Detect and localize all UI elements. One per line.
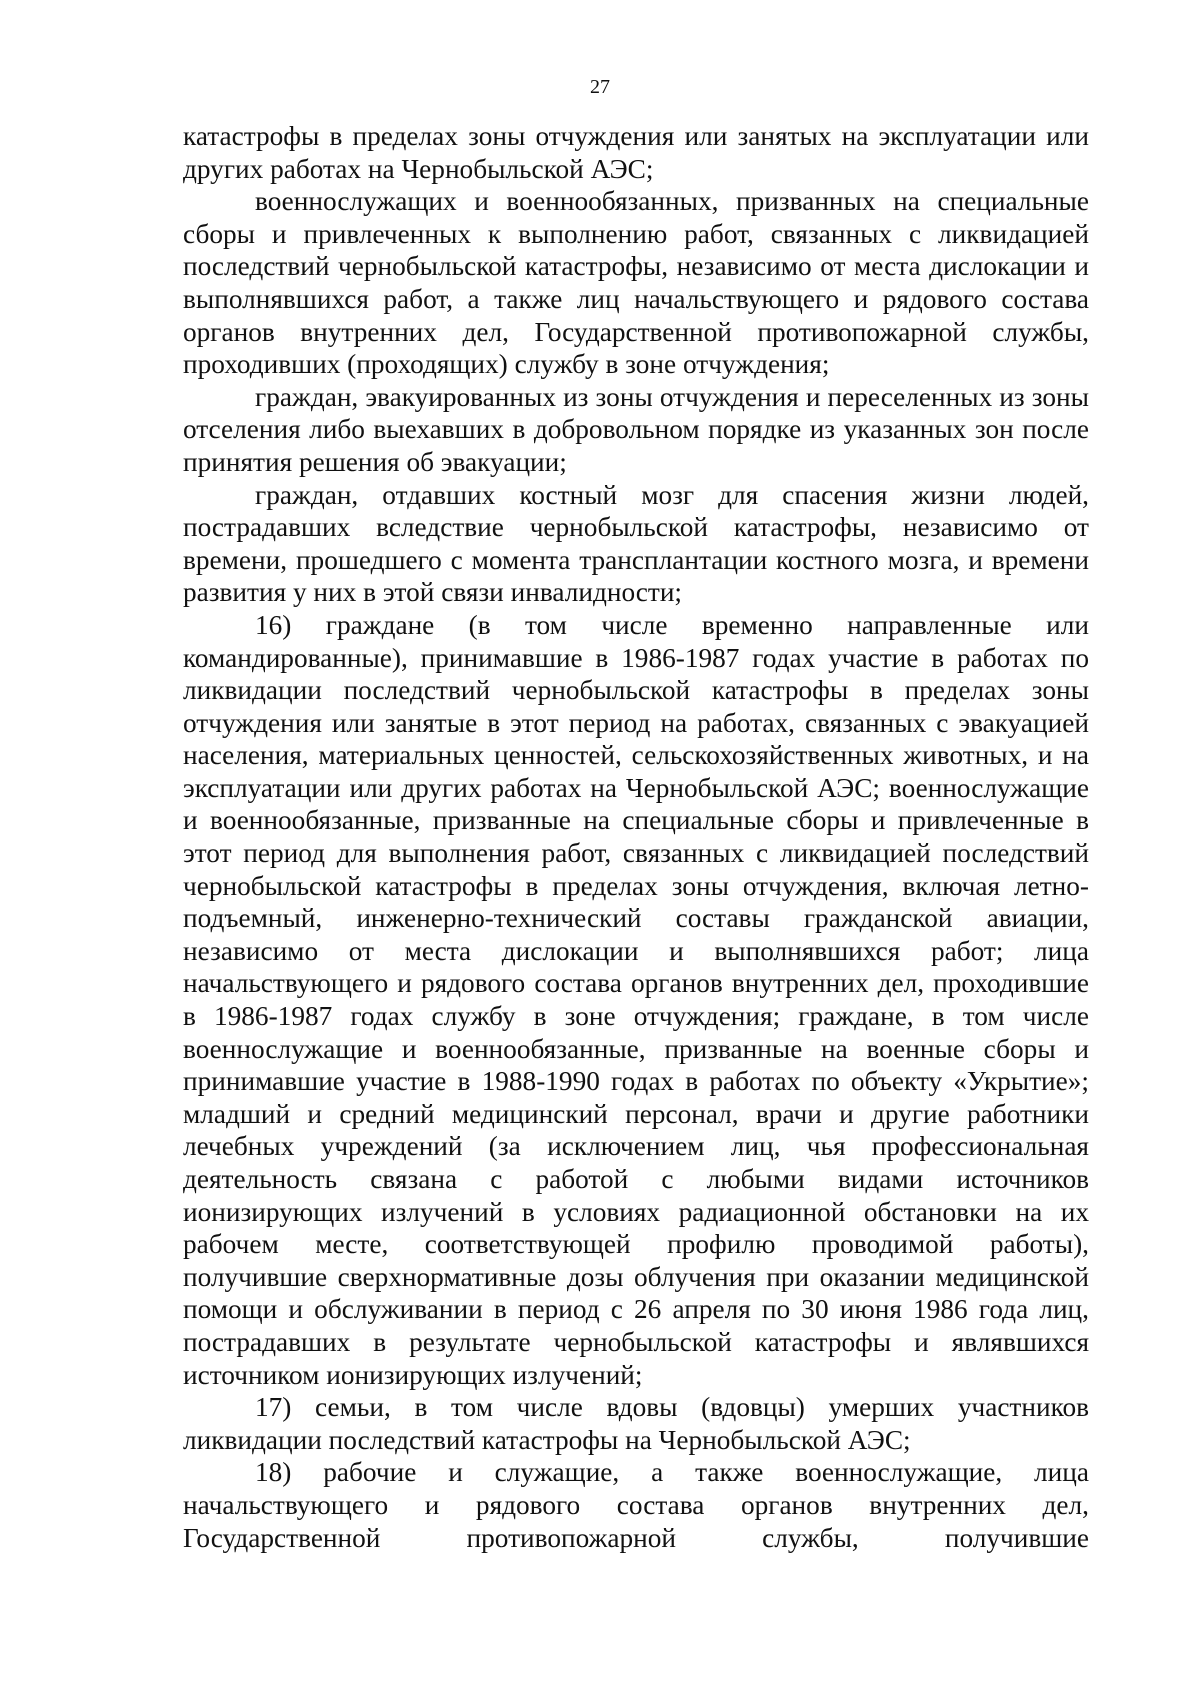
paragraph-evacuated-citizens: граждан, эвакуированных из зоны отчуждения и переселенных из зоны отселения либо выехавших в добровольном порядке из указанных зон после принятия решения об эвакуации; [183,381,1089,477]
paragraph-continuation: катастрофы в пределах зоны отчуждения или занятых на эксплуатации или других работах на Чернобыльской АЭС; [183,121,1089,184]
paragraph-military-personnel: военнослужащих и военнообязанных, призванных на специальные сборы и привлеченных к выполнению работ, связанных с ликвидацией последствий чернобыльской катастрофы, независимо от места дислокации и выполнявшихся работ, а также лиц начальствующего и рядового состава органов внутренних дел, Государственной противопожарной службы, проходивших (проходящих) службу в зоне отчуждения; [183,186,1089,380]
document-body [183,120,1089,1554]
paragraph-bone-marrow-donors: граждан, отдавших костный мозг для спасения жизни людей, пострадавших вследствие чернобыльской катастрофы, независимо от времени, прошедшего с момента трансплантации костного мозга, и времени развития у них в этой связи инвалидности; [183,479,1089,608]
paragraph-item-16: 16) граждане (в том числе временно направленные или командированные), принимавшие в 1986-1987 годах участие в работах по ликвидации последствий чернобыльской катастрофы в пределах зоны отчуждения или занятые в этот период на работах, связанных с эвакуацией населения, материальных ценностей, сельскохозяйственных животных, и на эксплуатации или других работах на Чернобыльской АЭС; военнослужащие и военнообязанные, призванные на специальные сборы и привлеченные в этот период для выполнения работ, связанных с ликвидацией последствий чернобыльской катастрофы в пределах зоны отчуждения, включая летно-подъемный, инженерно-технический составы гражданской авиации, независимо от места дислокации и выполнявшихся работ; лица начальствующего и рядового состава органов внутренних дел, проходившие в 1986-1987 годах службу в зоне отчуждения; граждане, в том числе военнослужащие и военнообязанные, призванные на военные сборы и принимавшие участие в 1988-1990 годах в работах по объекту «Укрытие»; младший и средний медицинский персонал, врачи и другие работники лечебных учреждений (за исключением лиц, чья профессиональная деятельность связана с работой с любыми видами источников ионизирующих излучений в условиях радиационной обстановки на их рабочем месте, соответствующей профилю проводимой работы), получившие сверхнормативные дозы облучения при оказании медицинской помощи и обслуживании в период с 26 апреля по 30 июня 1986 года лиц, пострадавших в результате чернобыльской катастрофы и являвшихся источником ионизирующих излучений; [183,609,1089,1390]
paragraph-item-17: 17) семьи, в том числе вдовы (вдовцы) умерших участников ликвидации последствий катастрофы на Чернобыльской АЭС; [183,1392,1089,1455]
paragraph-item-18: 18) рабочие и служащие, а также военнослужащие, лица начальствующего и рядового состава органов внутренних дел, Государственной противопожарной службы, получившие [183,1457,1089,1553]
page-number: 27 [590,76,610,98]
